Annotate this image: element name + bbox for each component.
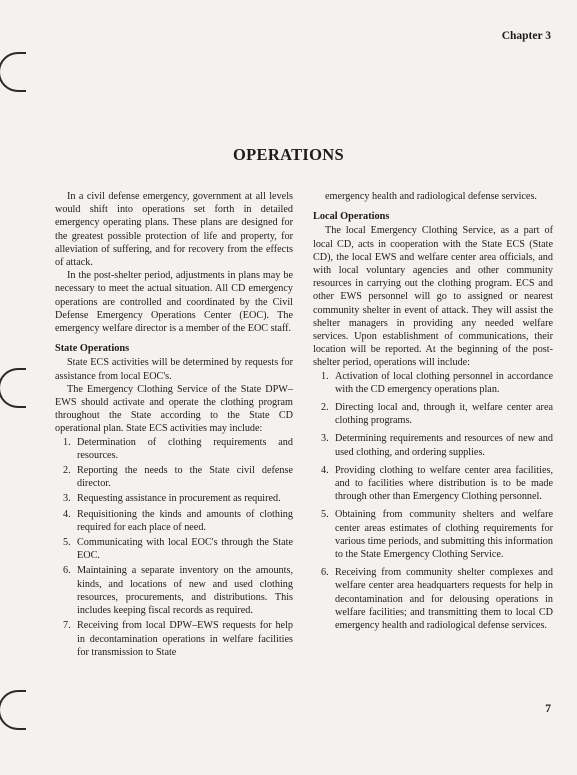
continued-text: emergency health and radiological defense services. [325, 191, 537, 202]
list-item [313, 566, 553, 632]
item-number: 6. [63, 565, 71, 577]
item-text: Determining requirements and resources of new and used clothing, and ordering supplies. [335, 433, 553, 458]
item-text: Requesting assistance in procurement as required. [77, 493, 281, 505]
local-operations-list [313, 370, 553, 633]
item-number: 4. [63, 508, 71, 520]
state-paragraph: The Emergency Clothing Service of the State DPW–EWS should activate and operate the clothing program throughout the State according to the State CD operational plan. State ECS activities may include: [55, 383, 293, 435]
list-item [55, 536, 293, 562]
item-number: 5. [63, 537, 71, 549]
page-number: 7 [545, 703, 551, 715]
binder-hole [0, 368, 26, 408]
item-text: Maintaining a separate inventory on the amounts, kinds, and locations of new and used clothing resources, procurements, and distributions. This includes keeping fiscal records as required. [77, 565, 293, 617]
item-number: 2. [63, 465, 71, 477]
item-number: 3. [63, 493, 71, 505]
list-item [313, 508, 553, 561]
left-column [55, 190, 293, 661]
item-text: Activation of local clothing personnel in accordance with the CD emergency operations plan. [335, 370, 553, 395]
list-item [313, 401, 553, 427]
section-heading-local: Local Operations [313, 211, 390, 223]
list-item [55, 619, 293, 659]
list-item [55, 508, 293, 534]
list-item [55, 464, 293, 490]
local-paragraph: The local Emergency Clothing Service, as a part of local CD, acts in cooperation with the State ECS (State CD), the local EWS and welfare center area officials, and with local voluntary agencies and other community resources in carrying out the clothing program. ECS and other EWS personnel will go to assigned or nearest community shelter in event of attack. They will assist the shelter managers in providing any needed welfare services. Upon establishment of communications, their location will be reported. At the beginning of the post-shelter period, operations will include: [313, 225, 553, 369]
chapter-label: Chapter 3 [501, 30, 551, 42]
item-number: 4. [321, 464, 329, 476]
item-text: Receiving from local DPW–EWS requests for help in decontamination operations in welfare facilities for transmission to State [77, 620, 293, 658]
item-text: Receiving from community shelter complexes and welfare center area headquarters requests for help in decontamination and for delousing operations in welfare facilities; and transmitting them to local CD emergency health and radiological defense services. [335, 567, 553, 632]
section-heading-state: State Operations [55, 343, 130, 355]
binder-hole [0, 52, 26, 92]
item-text: Communicating with local EOC's through the State EOC. [77, 537, 293, 562]
intro-paragraph: In a civil defense emergency, government at all levels would shift into operations set forth in detailed emergency operating plans. These plans are designed for the greatest possible protection of life and property, for alleviation of suffering, and for recovery from the effects of attack. [55, 191, 293, 269]
state-paragraph: State ECS activities will be determined by requests for assistance from local EOC's. [55, 357, 293, 382]
item-text: Requisitioning the kinds and amounts of clothing required for each place of need. [77, 508, 293, 533]
list-item [55, 564, 293, 617]
item-number: 3. [321, 433, 329, 445]
item-text: Determination of clothing requirements and resources. [77, 436, 293, 461]
item-number: 7. [63, 620, 71, 632]
page-title: OPERATIONS [233, 145, 344, 164]
state-activities-list [55, 436, 293, 659]
item-number: 2. [321, 402, 329, 414]
list-item [313, 370, 553, 396]
list-item [55, 436, 293, 462]
item-text: Directing local and, through it, welfare center area clothing programs. [335, 402, 553, 427]
binder-hole [0, 690, 26, 730]
item-number: 6. [321, 567, 329, 579]
item-text: Obtaining from community shelters and welfare center areas estimates of clothing requirements for various time periods, and submitting this information to the State Emergency Clothing Service. [335, 509, 553, 561]
list-item [55, 492, 293, 505]
right-column [313, 190, 553, 637]
item-number: 1. [321, 370, 329, 382]
item-text: Providing clothing to welfare center area facilities, and to facilities where distribution is to be made through other than Emergency Clothing personnel. [335, 464, 553, 503]
list-item [313, 432, 553, 458]
item-number: 1. [63, 436, 71, 448]
list-item [313, 464, 553, 504]
item-number: 5. [321, 509, 329, 521]
item-text: Reporting the needs to the State civil defense director. [77, 465, 293, 490]
intro-paragraph: In the post-shelter period, adjustments in plans may be necessary to meet the actual situation. All CD emergency operations are controlled and coordinated by the Civil Defense Emergency Operations Center (EOC). The emergency welfare director is a member of the EOC staff. [55, 270, 293, 335]
